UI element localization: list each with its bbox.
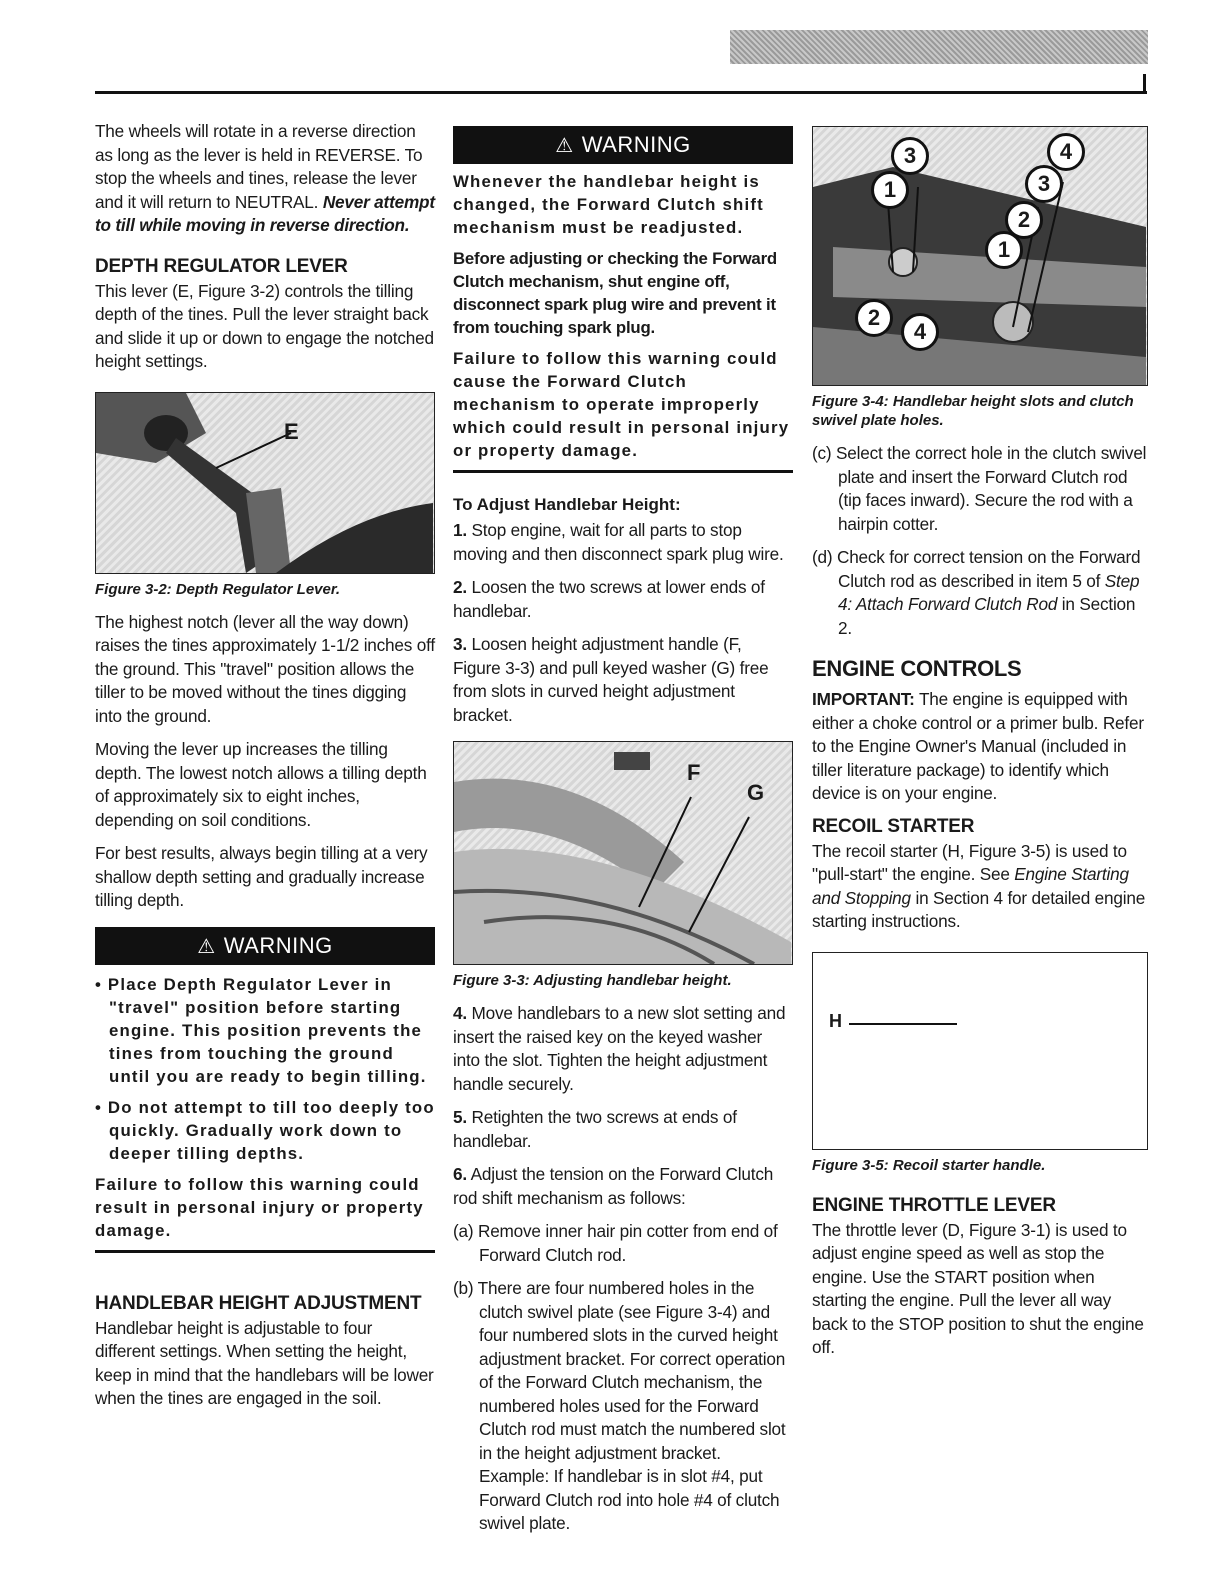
fig3-4-number-3a: 3 <box>891 137 929 175</box>
depth-paragraph-3: Moving the lever up increases the tilling depth. The lowest notch allows a tilling depth of approximately six to eight inches, depending on soil conditions. <box>95 739 427 830</box>
warning-banner-left <box>95 927 435 965</box>
warning-middle-p3: Failure to follow this warning could cause the Forward Clutch mechanism to operate improperly which could result in personal injury or property damage. <box>453 349 790 460</box>
recoil-paragraph <box>812 840 1148 934</box>
column-middle <box>453 126 793 1546</box>
throttle-paragraph: The throttle lever (D, Figure 3-1) is used to adjust engine speed as well as stop the engine. Use the START position when starting the engine. Pull the lever all way back to the STOP position to shut the engine off. <box>812 1219 1144 1357</box>
step-number: 5. <box>453 1107 467 1127</box>
substep-d-text: (d) Check for correct tension on the Forward Clutch rod as described in item 5 of <box>812 547 1141 591</box>
warning-consequence-left: Failure to follow this warning could result in personal injury or property damage. <box>95 1174 424 1240</box>
fig3-4-number-4a: 4 <box>1047 133 1085 171</box>
throttle-heading: ENGINE THROTTLE LEVER <box>812 1194 1056 1216</box>
clutch-swivel-plate-illustration <box>813 127 1146 385</box>
fig3-4-number-1b: 1 <box>985 231 1023 269</box>
fig3-4-number-4b: 4 <box>901 313 939 351</box>
reverse-text: The wheels will rotate in a reverse direction as long as the lever is held in REVERSE. To stop the wheels and tines, release the lever and it will return to NEUTRAL. <box>95 121 423 212</box>
step-6 <box>453 1163 793 1210</box>
step-text: Adjust the tension on the Forward Clutch rod shift mechanism as follows: <box>453 1164 774 1208</box>
warning-bullet-1: • Place Depth Regulator Lever in "travel" position before starting engine. This position prevents the tines from touching the ground until you are ready to begin tilling. <box>95 974 427 1086</box>
recoil-starter-heading: RECOIL STARTER <box>812 815 975 837</box>
depth-paragraph-4: For best results, always begin tilling at a very shallow depth setting and gradually increase tilling depth. <box>95 843 428 910</box>
fig3-5-label-h: H <box>829 1010 842 1031</box>
step-5 <box>453 1106 793 1153</box>
step-text: Move handlebars to a new slot setting and insert the raised key on the keyed washer into the slot. Tighten the height adjustment handle securely. <box>453 1003 786 1094</box>
step-text: Stop engine, wait for all parts to stop moving and then disconnect spark plug wire. <box>453 520 784 564</box>
figure-3-4-caption: Figure 3-4: Handlebar height slots and clutch swivel plate holes. <box>812 393 1134 429</box>
step-text: Loosen height adjustment handle (F, Figure 3-3) and pull keyed washer (G) free from slots in curved height adjustment bracket. <box>453 634 769 725</box>
figure-3-5 <box>812 952 1148 1150</box>
figure-3-5-caption: Figure 3-5: Recoil starter handle. <box>812 1156 1046 1174</box>
fig3-4-number-3b: 3 <box>1025 165 1063 203</box>
header-rule <box>95 91 1147 94</box>
figure-3-3-caption: Figure 3-3: Adjusting handlebar height. <box>453 972 732 989</box>
warning-rule-left <box>95 1250 435 1253</box>
warning-rule-middle <box>453 470 793 473</box>
handlebar-heading: HANDLEBAR HEIGHT ADJUSTMENT <box>95 1292 422 1314</box>
recoil-reference: Engine Starting and Stopping <box>812 864 1129 908</box>
important-paragraph <box>812 688 1148 806</box>
step-2 <box>453 576 793 623</box>
warning-middle-p1: Whenever the handlebar height is changed, the Forward Clutch shift mechanism must be readjusted. <box>453 172 764 237</box>
step-number: 2. <box>453 577 467 597</box>
step-number: 6. <box>453 1164 467 1184</box>
substep-a: (a) Remove inner hair pin cotter from end of Forward Clutch rod. <box>453 1221 778 1265</box>
recoil-text: The recoil starter (H, Figure 3-5) is used to "pull-start" the engine. See <box>812 840 1127 884</box>
adjust-heading: To Adjust Handlebar Height: <box>453 495 681 514</box>
recoil-suffix: in Section 4 for detailed engine starting instructions. <box>812 887 1146 931</box>
depth-paragraph-2: The highest notch (lever all the way down) raises the tines approximately 1-1/2 inches off the ground. This "travel" position allows the tiller to be moved without the tines digging into the ground. <box>95 611 435 726</box>
warning-title-middle: WARNING <box>581 132 691 157</box>
handlebar-paragraph: Handlebar height is adjustable to four different settings. When setting the height, keep in mind that the handlebars will be lower when the tines are engaged in the soil. <box>95 1317 434 1408</box>
warning-triangle-icon: ⚠ <box>555 135 574 157</box>
header-section-bar <box>730 30 1148 64</box>
warning-banner-middle <box>453 126 793 164</box>
warning-body-left <box>95 973 435 1242</box>
step-number: 3. <box>453 634 467 654</box>
figure-3-2-caption: Figure 3-2: Depth Regulator Lever. <box>95 580 341 598</box>
header-rule-tick <box>1143 74 1146 94</box>
fig3-3-label-f: F <box>687 760 701 785</box>
substep-d-reference: Step 4: Attach Forward Clutch Rod <box>838 570 1140 614</box>
figure-3-2 <box>95 392 435 574</box>
step-3 <box>453 633 793 727</box>
step-number: 1. <box>453 520 467 540</box>
warning-body-middle <box>453 170 793 462</box>
step-1 <box>453 519 793 566</box>
step-text: Retighten the two screws at ends of handlebar. <box>453 1107 737 1151</box>
figure-3-3 <box>453 741 793 965</box>
column-left <box>95 120 435 1421</box>
reverse-emphasis: Never attempt to till while moving in reverse direction. <box>95 191 435 235</box>
substep-b: (b) There are four numbered holes in the clutch swivel plate (see Figure 3-4) and four numbered slots in the curved height adjustment bracket. For correct operation of the Forward Clutch mechanism, the numbered holes used for the Forward Clutch rod must match the numbered slot in the height adjustment bracket. Example: If handlebar is in slot #4, put Forward Clutch rod into hole #4 of clutch swivel plate. <box>453 1278 786 1533</box>
step-number: 4. <box>453 1003 467 1023</box>
figure-3-4 <box>812 126 1148 386</box>
depth-lever-illustration <box>96 393 433 573</box>
warning-title-left: WARNING <box>223 932 333 958</box>
depth-regulator-heading: DEPTH REGULATOR LEVER <box>95 255 348 277</box>
substep-d <box>812 546 1148 640</box>
fig3-3-label-g: G <box>747 780 765 805</box>
fig3-5-leader-line <box>849 1023 957 1025</box>
step-4 <box>453 1002 793 1096</box>
warning-triangle-icon: ⚠ <box>197 935 216 958</box>
fig3-2-label-e: E <box>284 418 299 444</box>
fig3-4-number-1a: 1 <box>871 171 909 209</box>
column-right <box>812 126 1148 1370</box>
warning-middle-p2: Before adjusting or checking the Forward Clutch mechanism, shut engine off, disconnect spark plug wire and prevent it from touching spark plug. <box>453 249 777 337</box>
step-text: Loosen the two screws at lower ends of handlebar. <box>453 577 765 621</box>
substep-c: (c) Select the correct hole in the clutch swivel plate and insert the Forward Clutch rod (tip faces inward). Secure the rod with a hairpin cotter. <box>812 443 1147 534</box>
warning-bullet-2: • Do not attempt to till too deeply too quickly. Gradually work down to deeper tilling depths. <box>95 1097 435 1163</box>
fig3-4-number-2b: 2 <box>855 299 893 337</box>
substep-d-suffix: in Section 2. <box>838 594 1136 638</box>
important-text: The engine is equipped with either a choke control or a primer bulb. Refer to the Engine Owner's Manual (included in tiller literature package) to identify which device is on your engine. <box>812 689 1144 803</box>
handlebar-height-illustration <box>454 742 791 964</box>
engine-controls-heading: ENGINE CONTROLS <box>812 656 1022 681</box>
important-label: IMPORTANT: <box>812 689 915 709</box>
depth-paragraph-1: This lever (E, Figure 3-2) controls the tilling depth of the tines. Pull the lever straight back and slide it up or down to engage the notched height settings. <box>95 280 434 371</box>
reverse-paragraph <box>95 120 435 238</box>
fig3-4-number-2a: 2 <box>1005 201 1043 239</box>
